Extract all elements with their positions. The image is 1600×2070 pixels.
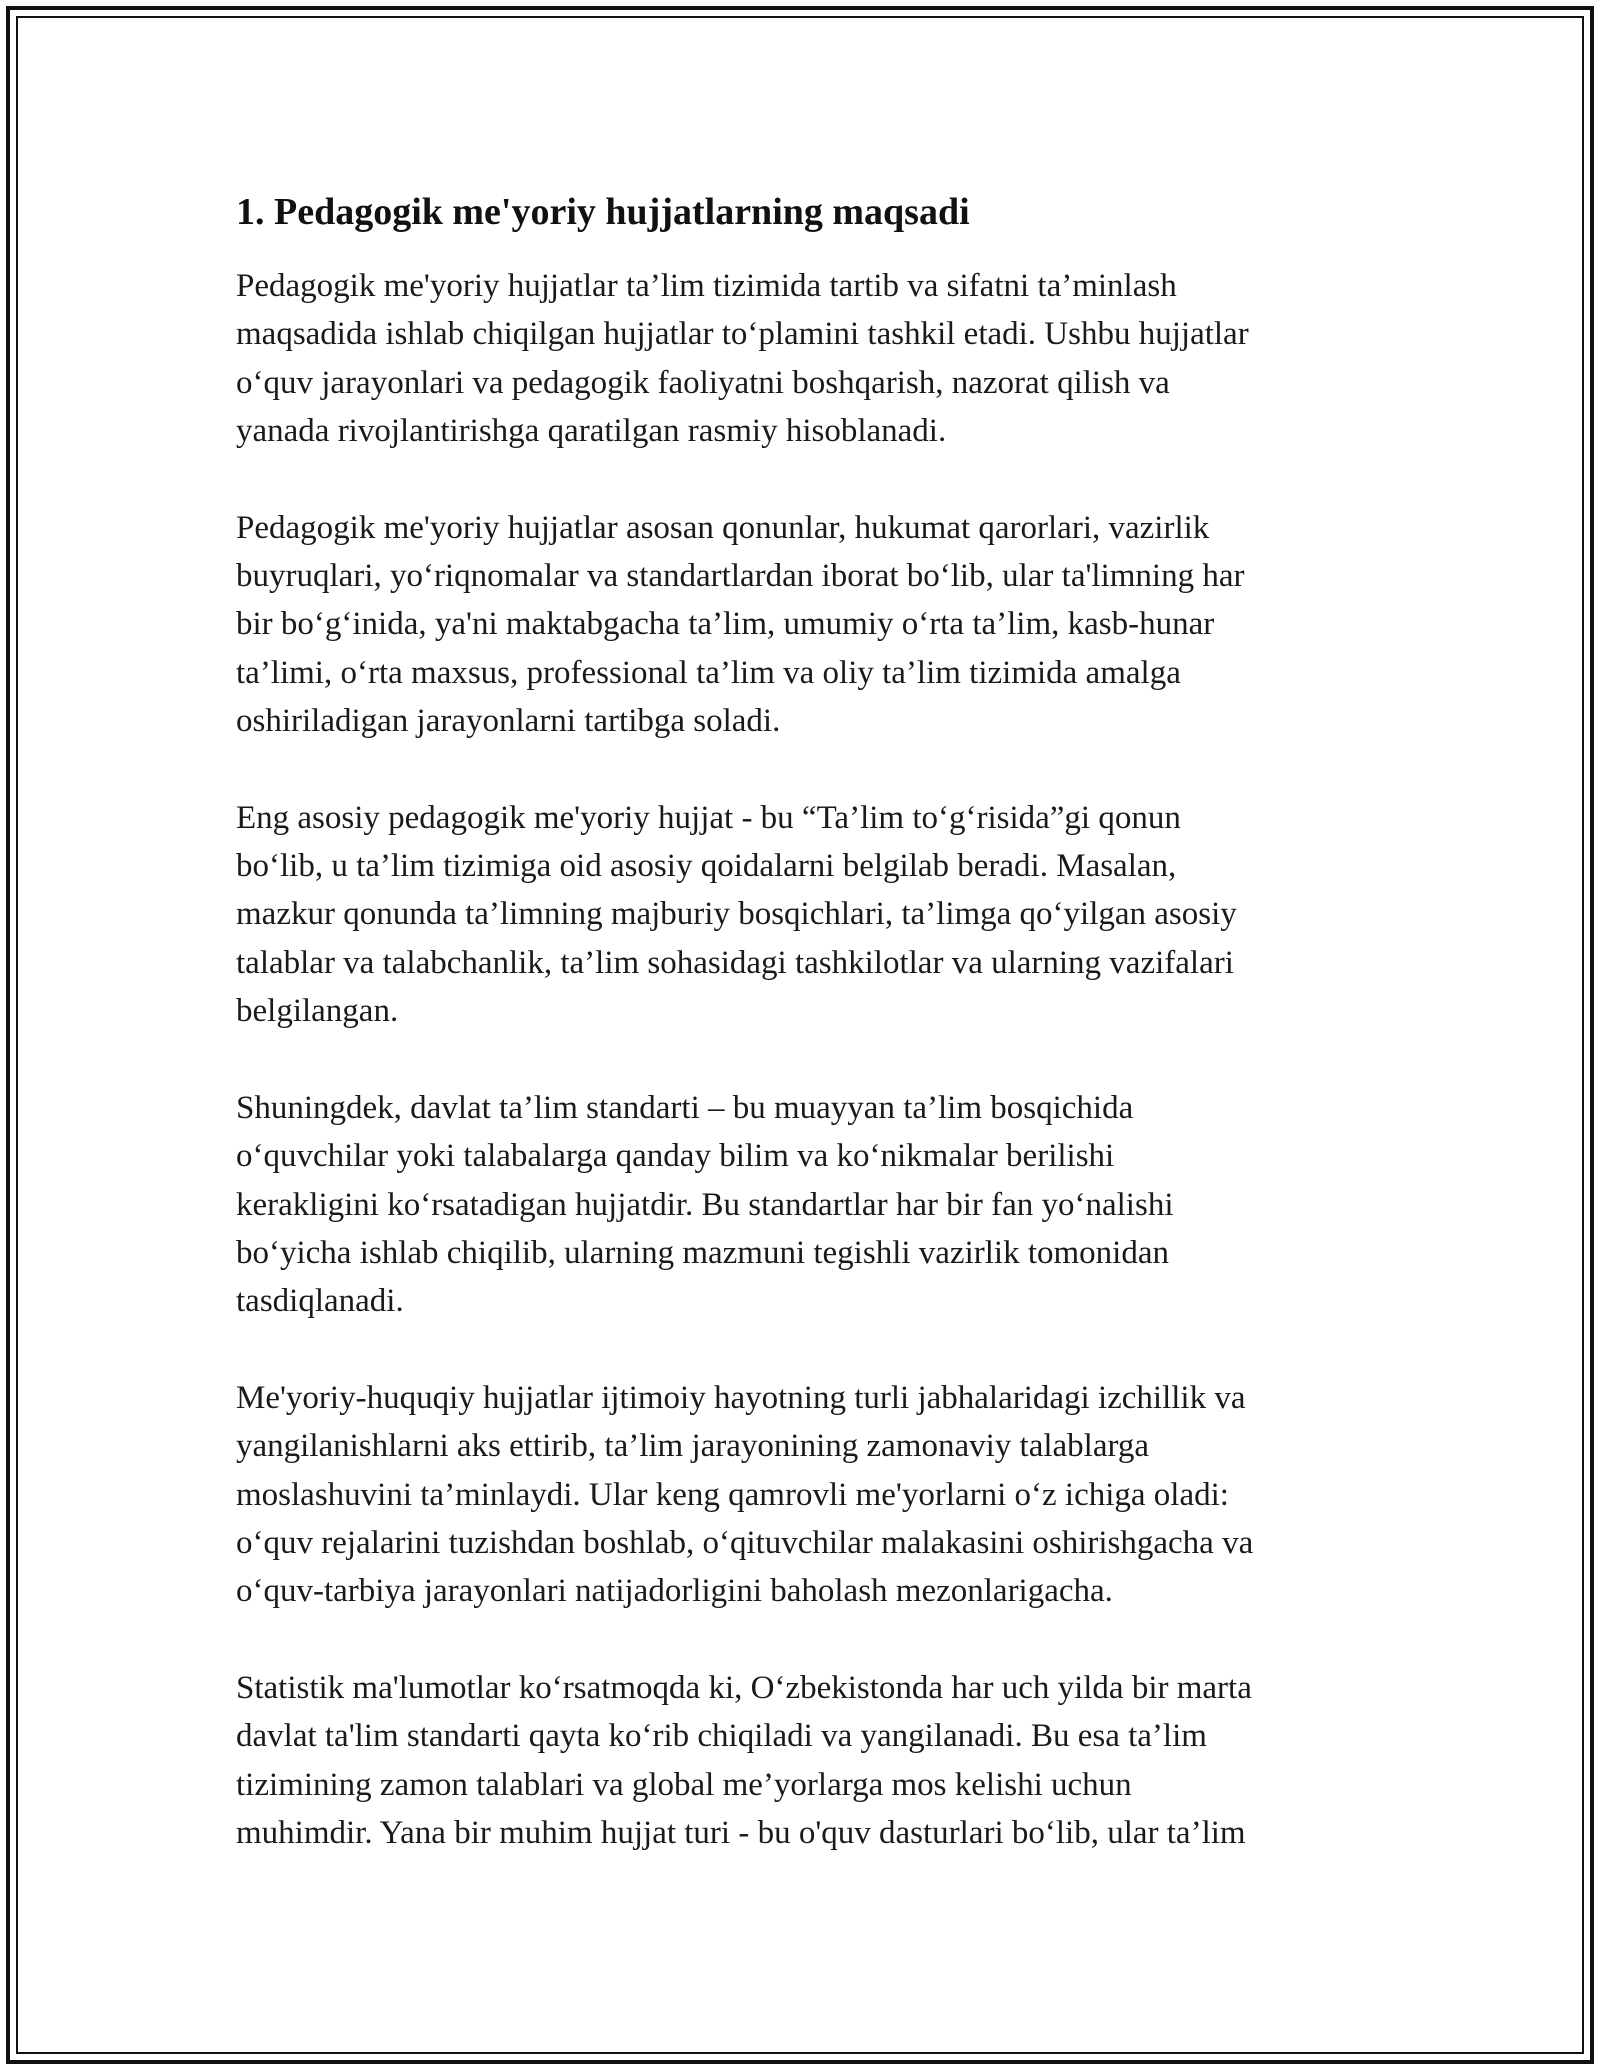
text-line: moslashuvini ta’minlaydi. Ular keng qamrovli me'yorlarni o‘z ichiga oladi: [236, 1476, 1229, 1513]
text-line: o‘quv-tarbiya jarayonlari natijadorligini baholash mezonlarigacha. [236, 1573, 1113, 1610]
text-line: bo‘lib, u ta’lim tizimiga oid asosiy qoidalarni belgilab beradi. Masalan, [236, 848, 1177, 885]
text-line: o‘quv jarayonlari va pedagogik faoliyatni boshqarish, nazorat qilish va [236, 364, 1170, 401]
text-line: Me'yoriy-huquqiy hujjatlar ijtimoiy hayotning turli jabhalaridagi izchillik va [236, 1379, 1246, 1416]
text-line: buyruqlari, yo‘riqnomalar va standartlardan iborat bo‘lib, ular ta'limning har [236, 558, 1245, 595]
paragraph [236, 262, 1376, 456]
paragraph-list [236, 262, 1376, 1857]
text-line: bo‘yicha ishlab chiqilib, ularning mazmuni tegishli vazirlik tomonidan [236, 1234, 1169, 1271]
text-line: mazkur qonunda ta’limning majburiy bosqichlari, ta’limga qo‘yilgan asosiy [236, 896, 1237, 933]
text-line: bir bo‘g‘inida, ya'ni maktabgacha ta’lim, umumiy o‘rta ta’lim, kasb-hunar [236, 606, 1215, 643]
text-line: Eng asosiy pedagogik me'yoriy hujjat - bu “Ta’lim to‘g‘risida”gi qonun [236, 799, 1181, 836]
text-line: davlat ta'lim standarti qayta ko‘rib chiqiladi va yangilanadi. Bu esa ta’lim [236, 1718, 1207, 1755]
text-line: oshiriladigan jarayonlarni tartibga soladi. [236, 703, 781, 740]
paragraph [236, 794, 1376, 1036]
text-line: Shuningdek, davlat ta’lim standarti – bu muayyan ta’lim bosqichida [236, 1089, 1134, 1126]
text-line: talablar va talabchanlik, ta’lim sohasidagi tashkilotlar va ularning vazifalari [236, 944, 1234, 981]
text-line: o‘quv rejalarini tuzishdan boshlab, o‘qituvchilar malakasini oshirishgacha va [236, 1524, 1254, 1561]
text-line: muhimdir. Yana bir muhim hujjat turi - bu o'quv dasturlari bo‘lib, ular ta’lim [236, 1814, 1246, 1851]
text-line: ta’limi, o‘rta maxsus, professional ta’lim va oliy ta’lim tizimida amalga [236, 654, 1181, 691]
text-line: Pedagogik me'yoriy hujjatlar asosan qonunlar, hukumat qarorlari, vazirlik [236, 509, 1210, 546]
document-body [236, 188, 1376, 1905]
text-line: Statistik ma'lumotlar ko‘rsatmoqda ki, O‘zbekistonda har uch yilda bir marta [236, 1669, 1252, 1706]
paragraph [236, 1084, 1376, 1326]
section-heading: 1. Pedagogik me'yoriy hujjatlarning maqsadi [236, 191, 970, 233]
text-line: yanada rivojlantirishga qaratilgan rasmiy hisoblanadi. [236, 413, 947, 450]
text-line: Pedagogik me'yoriy hujjatlar ta’lim tizimida tartib va sifatni ta’minlash [236, 268, 1177, 304]
text-line: maqsadida ishlab chiqilgan hujjatlar to‘plamini tashkil etadi. Ushbu hujjatlar [236, 316, 1249, 353]
text-line: belgilangan. [236, 993, 399, 1030]
text-line: kerakligini ko‘rsatadigan hujjatdir. Bu standartlar har bir fan yo‘nalishi [236, 1186, 1174, 1223]
text-line: tizimining zamon talablari va global me’yorlarga mos kelishi uchun [236, 1766, 1132, 1803]
paragraph [236, 1374, 1376, 1616]
text-line: yangilanishlarni aks ettirib, ta’lim jarayonining zamonaviy talablarga [236, 1428, 1150, 1465]
paragraph [236, 1664, 1376, 1858]
paragraph [236, 504, 1376, 746]
text-line: o‘quvchilar yoki talabalarga qanday bilim va ko‘nikmalar berilishi [236, 1138, 1115, 1175]
text-line: tasdiqlanadi. [236, 1283, 404, 1320]
